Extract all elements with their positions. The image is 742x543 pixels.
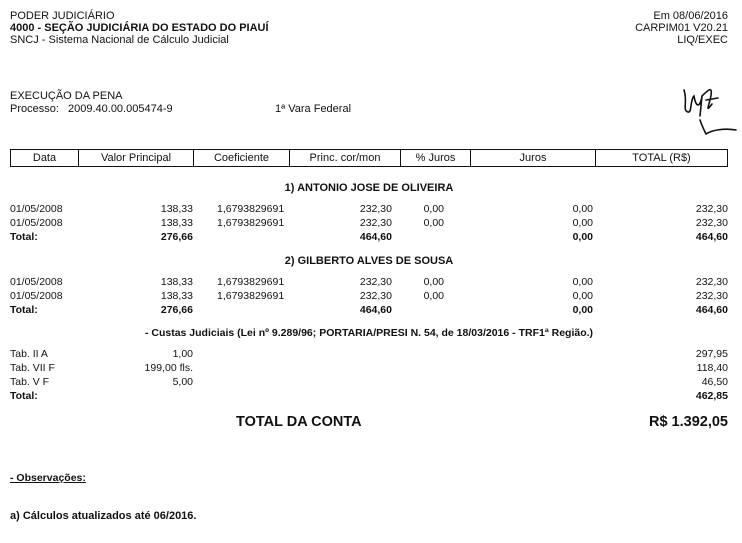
section-name: 4000 - SEÇÃO JUDICIÁRIA DO ESTADO DO PIAUÍ [10, 22, 269, 34]
row-total: 232,30 [695, 276, 728, 288]
document-code: CARPIM01 V20.21 [635, 22, 728, 34]
total-label: Total: [10, 304, 38, 316]
row-corrected: 232,30 [359, 276, 392, 288]
case-title: EXECUÇÃO DA PENA [10, 90, 123, 102]
row-principal: 138,33 [160, 203, 193, 215]
row-interest-pct: 0,00 [423, 276, 444, 288]
custas-label: Tab. VII F [10, 362, 55, 374]
custas-qty: 5,00 [172, 376, 193, 388]
process-number: 2009.40.00.005474-9 [68, 103, 173, 115]
observation-note: a) Cálculos atualizados até 06/2016. [10, 510, 197, 522]
document-date: Em 08/06/2016 [653, 10, 728, 22]
court-name: 1ª Vara Federal [275, 103, 352, 115]
total-interest: 0,00 [572, 231, 593, 243]
row-coefficient: 1,6793829691 [217, 276, 285, 288]
row-total: 232,30 [695, 290, 728, 302]
custas-label: Tab. II A [10, 348, 48, 360]
grand-total-label: TOTAL DA CONTA [236, 414, 362, 430]
header-total: TOTAL (R$) [632, 152, 691, 164]
row-interest-pct: 0,00 [423, 217, 444, 229]
document-type: LIQ/EXEC [677, 34, 728, 46]
grand-total-value: R$ 1.392,05 [648, 414, 728, 430]
observations-title: - Observações: [10, 472, 86, 484]
row-corrected: 232,30 [359, 203, 392, 215]
header-corrected: Princ. cor/mon [290, 150, 401, 166]
row-total: 232,30 [695, 203, 728, 215]
custas-qty: 1,00 [172, 348, 193, 360]
custas-total: 297,95 [695, 348, 728, 360]
total-principal: 276,66 [160, 304, 193, 316]
row-interest: 0,00 [572, 290, 593, 302]
org-name: PODER JUDICIÁRIO [10, 10, 115, 22]
total-value: 464,60 [695, 304, 728, 316]
row-coefficient: 1,6793829691 [217, 290, 285, 302]
header-interest: Juros [471, 150, 596, 166]
header-principal: Valor Principal [79, 150, 194, 166]
custas-label: Tab. V F [10, 376, 50, 388]
row-principal: 138,33 [160, 217, 193, 229]
table-header [10, 149, 728, 167]
row-interest-pct: 0,00 [423, 290, 444, 302]
total-interest: 0,00 [572, 304, 593, 316]
custas-title: - Custas Judiciais (Lei nº 9.289/96; PORTARIA/PRESI N. 54, de 18/03/2016 - TRF1ª Região.) [144, 327, 594, 339]
row-interest: 0,00 [572, 217, 593, 229]
row-principal: 138,33 [160, 290, 193, 302]
row-date: 01/05/2008 [10, 203, 63, 215]
header-coefficient: Coeficiente [194, 150, 290, 166]
row-coefficient: 1,6793829691 [217, 203, 285, 215]
total-label: Total: [10, 231, 38, 243]
total-corrected: 464,60 [359, 304, 392, 316]
custas-total-label: Total: [10, 390, 38, 402]
row-interest: 0,00 [572, 276, 593, 288]
row-total: 232,30 [695, 217, 728, 229]
handwritten-signature [678, 82, 738, 142]
custas-qty: 199,00 fls. [144, 362, 193, 374]
row-date: 01/05/2008 [10, 276, 63, 288]
group-title: 2) GILBERTO ALVES DE SOUSA [284, 255, 454, 267]
row-date: 01/05/2008 [10, 217, 63, 229]
process-label: Processo: [10, 103, 59, 115]
row-corrected: 232,30 [359, 290, 392, 302]
total-value: 464,60 [695, 231, 728, 243]
group-title: 1) ANTONIO JOSE DE OLIVEIRA [284, 182, 454, 194]
header-date: Data [11, 150, 79, 166]
header-interest-pct: % Juros [401, 150, 471, 166]
total-corrected: 464,60 [359, 231, 392, 243]
custas-total: 118,40 [696, 362, 728, 374]
system-name: SNCJ - Sistema Nacional de Cálculo Judicial [10, 34, 229, 46]
custas-total-value: 462,85 [695, 390, 728, 402]
row-interest: 0,00 [572, 203, 593, 215]
row-corrected: 232,30 [359, 217, 392, 229]
custas-total: 46,50 [701, 376, 728, 388]
row-principal: 138,33 [160, 276, 193, 288]
row-date: 01/05/2008 [10, 290, 63, 302]
total-principal: 276,66 [160, 231, 193, 243]
row-coefficient: 1,6793829691 [217, 217, 285, 229]
row-interest-pct: 0,00 [423, 203, 444, 215]
